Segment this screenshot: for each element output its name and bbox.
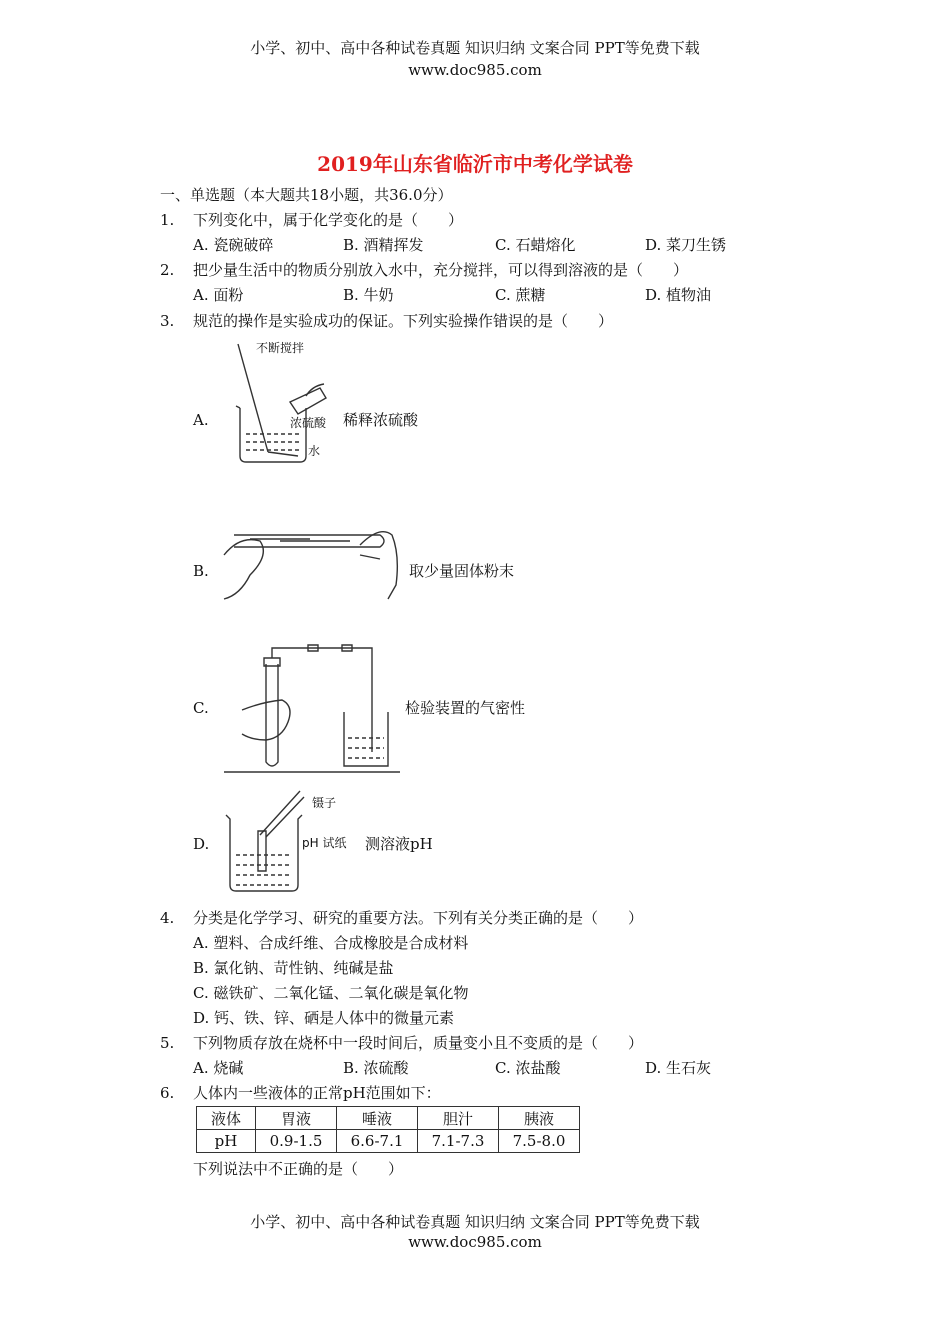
option-c[interactable]: C. 石蜡熔化 xyxy=(495,236,576,254)
airtightness-figure xyxy=(222,642,402,777)
option-a[interactable]: A. 塑料、合成纤维、合成橡胶是合成材料 xyxy=(193,934,469,952)
stir-label: 不断搅拌 xyxy=(256,341,305,355)
option-b[interactable]: B. 浓硫酸 xyxy=(343,1059,409,1077)
option-c[interactable]: C. 蔗糖 xyxy=(495,286,546,304)
option-a-letter[interactable]: A. xyxy=(193,411,209,429)
option-b-letter[interactable]: B. xyxy=(193,562,209,580)
header-url[interactable]: www.doc985.com xyxy=(408,61,542,79)
ph-table xyxy=(196,1106,580,1153)
page-title: 2019年山东省临沂市中考化学试卷 xyxy=(317,152,633,176)
option-b[interactable]: B. 牛奶 xyxy=(343,286,394,304)
water-label: 水 xyxy=(308,444,321,458)
table-row xyxy=(197,1130,580,1153)
option-c[interactable]: C. 浓盐酸 xyxy=(495,1059,561,1077)
section-heading: 一、单选题（本大题共18小题，共36.0分） xyxy=(160,186,453,204)
question-number: 5. xyxy=(160,1034,175,1052)
header-line-1: 小学、初中、高中各种试卷真题 知识归纳 文案合同 PPT等免费下载 xyxy=(250,39,700,57)
question-stem: 下列变化中，属于化学变化的是（ ） xyxy=(193,211,464,229)
option-d-letter[interactable]: D. xyxy=(193,835,210,853)
table-cell: 7.5-8.0 xyxy=(499,1130,580,1153)
question-number: 1. xyxy=(160,211,175,229)
footer-line-1: 小学、初中、高中各种试卷真题 知识归纳 文案合同 PPT等免费下载 xyxy=(250,1213,700,1231)
table-cell: 0.9-1.5 xyxy=(256,1130,337,1153)
option-b[interactable]: B. 酒精挥发 xyxy=(343,236,424,254)
option-c-letter[interactable]: C. xyxy=(193,699,209,717)
option-d[interactable]: D. 生石灰 xyxy=(645,1059,712,1077)
question-stem: 下列物质存放在烧杯中一段时间后，质量变小且不变质的是（ ） xyxy=(193,1034,644,1052)
question-stem: 规范的操作是实验成功的保证。下列实验操作错误的是（ ） xyxy=(193,312,614,330)
question-number: 2. xyxy=(160,261,175,279)
option-d[interactable]: D. 植物油 xyxy=(645,286,712,304)
acid-label: 浓硫酸 xyxy=(290,416,327,430)
option-b-text: 取少量固体粉末 xyxy=(409,562,515,580)
table-header-row xyxy=(197,1107,580,1130)
question-number: 6. xyxy=(160,1084,175,1102)
table-cell: 7.1-7.3 xyxy=(418,1130,499,1153)
powder-test-tube-figure xyxy=(220,515,405,600)
option-c-text: 检验装置的气密性 xyxy=(405,699,526,717)
table-cell: 胆汁 xyxy=(418,1107,499,1130)
option-b[interactable]: B. 氯化钠、苛性钠、纯碱是盐 xyxy=(193,959,394,977)
option-a[interactable]: A. 面粉 xyxy=(193,286,244,304)
option-d-text: 测溶液pH xyxy=(365,835,433,853)
question-number: 4. xyxy=(160,909,175,927)
table-cell: pH xyxy=(197,1130,256,1153)
question-stem: 把少量生活中的物质分别放入水中，充分搅拌，可以得到溶液的是（ ） xyxy=(193,261,689,279)
ph-test-figure xyxy=(220,785,310,895)
option-a[interactable]: A. 烧碱 xyxy=(193,1059,244,1077)
ph-paper-label: pH 试纸 xyxy=(302,836,347,850)
question-number: 3. xyxy=(160,312,175,330)
option-d[interactable]: D. 菜刀生锈 xyxy=(645,236,727,254)
question-stem: 人体内一些液体的正常pH范围如下： xyxy=(193,1084,441,1102)
table-cell: 液体 xyxy=(197,1107,256,1130)
option-a[interactable]: A. 瓷碗破碎 xyxy=(193,236,274,254)
table-cell: 6.6-7.1 xyxy=(337,1130,418,1153)
question-stem: 分类是化学学习、研究的重要方法。下列有关分类正确的是（ ） xyxy=(193,909,644,927)
option-c[interactable]: C. 磁铁矿、二氧化锰、二氧化碳是氧化物 xyxy=(193,984,469,1002)
footer-url[interactable]: www.doc985.com xyxy=(408,1233,542,1251)
table-cell: 胃液 xyxy=(256,1107,337,1130)
option-d[interactable]: D. 钙、铁、锌、硒是人体中的微量元素 xyxy=(193,1009,455,1027)
table-cell: 唾液 xyxy=(337,1107,418,1130)
option-a-text: 稀释浓硫酸 xyxy=(343,411,419,429)
question-followup: 下列说法中不正确的是（ ） xyxy=(193,1160,404,1178)
table-cell: 胰液 xyxy=(499,1107,580,1130)
tweezers-label: 镊子 xyxy=(312,796,337,810)
